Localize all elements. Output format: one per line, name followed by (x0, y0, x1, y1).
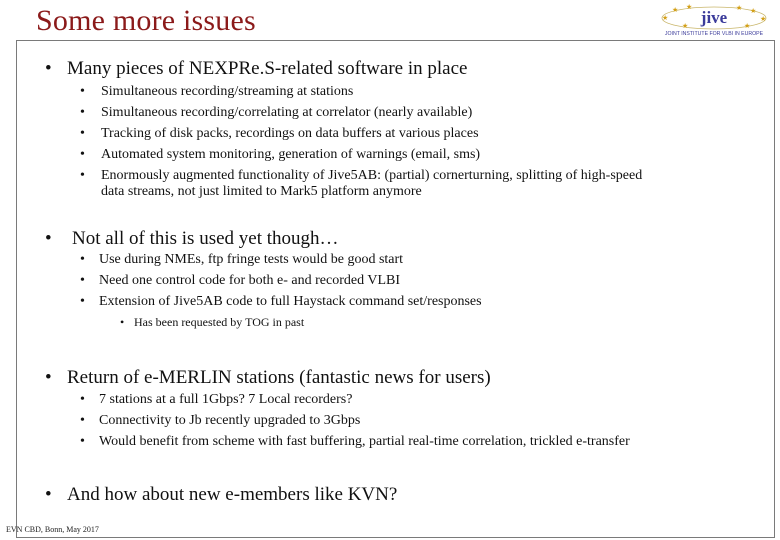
slide-footer: EVN CBD, Bonn, May 2017 (6, 525, 99, 534)
svg-text:★: ★ (672, 6, 679, 14)
bullet-dot: • (45, 367, 52, 388)
bullet-l2 (80, 272, 401, 289)
bullet-l2 (80, 146, 481, 163)
bullet-text: Would benefit from scheme with fast buffering, partial real-time correlation, trickled e-transfer (99, 434, 630, 449)
bullet-text: Not all of this is used yet though… (72, 228, 339, 249)
bullet-text: Simultaneous recording/correlating at correlator (nearly available) (101, 105, 473, 120)
bullet-dot: • (80, 147, 85, 162)
bullet-text: Tracking of disk packs, recordings on data buffers at various places (101, 126, 479, 141)
bullet-text: And how about new e-members like KVN? (67, 484, 398, 505)
bullet-l1 (45, 367, 491, 389)
logo-tagline: JOINT INSTITUTE FOR VLBI IN EUROPE (664, 31, 764, 37)
bullet-dot: • (80, 105, 85, 120)
slide-title: Some more issues (36, 4, 256, 37)
bullet-l2 (80, 293, 482, 310)
bullet-l3 (120, 315, 305, 330)
bullet-dot: • (80, 273, 85, 288)
bullet-l2 (80, 83, 354, 100)
svg-text:★: ★ (686, 4, 693, 11)
svg-text:★: ★ (750, 7, 757, 15)
bullet-text: Connectivity to Jb recently upgraded to 3Gbps (99, 413, 361, 428)
bullet-dot: • (80, 126, 85, 141)
bullet-l1 (45, 58, 468, 80)
bullet-text: Enormously augmented functionality of Jive5AB: (partial) cornerturning, splitting of high-speed (101, 168, 643, 183)
bullet-dot: • (80, 168, 85, 183)
bullet-text: 7 stations at a full 1Gbps? 7 Local recorders? (99, 392, 353, 407)
bullet-dot: • (45, 58, 52, 79)
bullet-l1 (45, 228, 339, 250)
logo-graphic (652, 4, 776, 38)
bullet-text: Use during NMEs, ftp fringe tests would be good start (99, 252, 404, 267)
bullet-dot: • (120, 315, 125, 329)
bullet-l1 (45, 484, 398, 506)
bullet-dot: • (80, 252, 85, 267)
bullet-text: Simultaneous recording/streaming at stations (101, 84, 354, 99)
bullet-dot: • (80, 294, 85, 309)
bullet-l2 (80, 391, 353, 408)
bullet-dot: • (45, 228, 52, 249)
bullet-text: data streams, not just limited to Mark5 platform anymore (101, 184, 422, 199)
bullet-l2 (80, 251, 404, 268)
bullet-dot: • (45, 484, 52, 505)
bullet-dot: • (80, 392, 85, 407)
bullet-text: Extension of Jive5AB code to full Haystack command set/responses (99, 294, 482, 309)
bullet-l2-continuation (101, 183, 422, 200)
bullet-l2 (80, 104, 473, 121)
bullet-l2 (80, 433, 630, 450)
jive-logo (652, 4, 776, 38)
bullet-l2 (80, 167, 643, 184)
bullet-text: Many pieces of NEXPRe.S-related software in place (67, 58, 468, 79)
svg-text:★: ★ (662, 14, 669, 22)
bullet-text: Has been requested by TOG in past (134, 315, 305, 329)
bullet-l2 (80, 412, 361, 429)
bullet-text: Need one control code for both e- and recorded VLBI (99, 273, 401, 288)
svg-text:★: ★ (682, 22, 689, 30)
svg-text:★: ★ (736, 4, 743, 12)
bullet-dot: • (80, 84, 85, 99)
svg-text:★: ★ (744, 22, 751, 30)
bullet-dot: • (80, 413, 85, 428)
logo-text: jive (700, 8, 728, 27)
bullet-text: Automated system monitoring, generation of warnings (email, sms) (101, 147, 481, 162)
bullet-text: Return of e-MERLIN stations (fantastic news for users) (67, 367, 491, 388)
bullet-dot: • (80, 434, 85, 449)
bullet-l2 (80, 125, 479, 142)
svg-text:★: ★ (760, 15, 767, 23)
